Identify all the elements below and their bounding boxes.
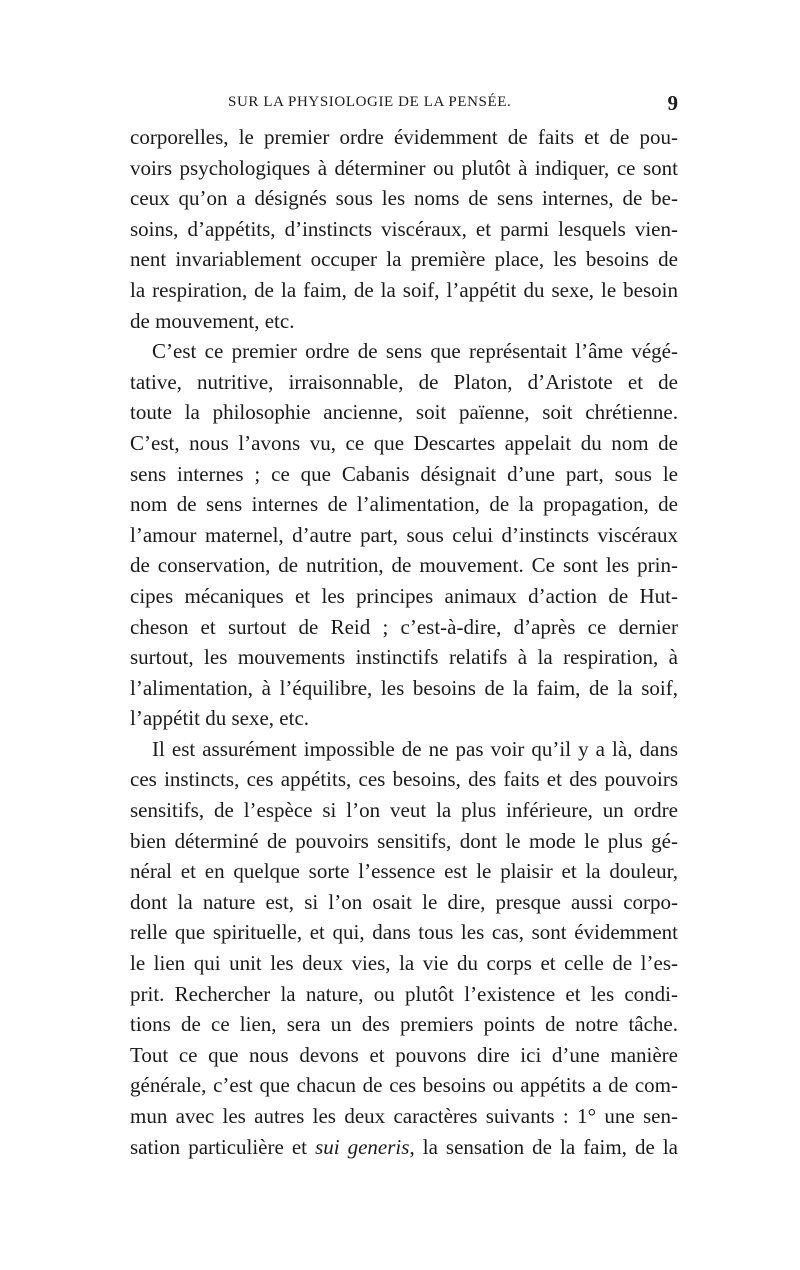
- text-segment: sation particulière et: [130, 1134, 308, 1159]
- text-line: nom de sens internes de l’alimentation, de la propagation, de: [130, 492, 678, 517]
- text-line: générale, c’est que chacun de ces besoins ou appétits a de com-: [130, 1073, 678, 1098]
- text-line: cipes mécaniques et les principes animaux d’action de Hut-: [130, 583, 678, 608]
- text-line: relle que spirituelle, et qui, dans tous les cas, sont évidemment: [130, 920, 678, 945]
- text-line: tions de ce lien, sera un des premiers points de notre tâche.: [130, 1012, 678, 1037]
- text-line: prit. Rechercher la nature, ou plutôt l’existence et les condi-: [130, 981, 678, 1006]
- page-number: 9: [667, 91, 678, 115]
- text-line: soins, d’appétits, d’instincts viscéraux, et parmi lesquels vien-: [130, 216, 678, 241]
- text-line: mun avec les autres les deux caractères suivants : 1° une sen-: [130, 1104, 678, 1128]
- text-line: tative, nutritive, irraisonnable, de Platon, d’Aristote et de: [130, 369, 678, 394]
- body-text: [130, 122, 678, 1162]
- text-line-mixed: [130, 1132, 678, 1163]
- text-line: surtout, les mouvements instinctifs relatifs à la respiration, à: [130, 645, 678, 670]
- running-title: SUR LA PHYSIOLOGIE DE LA PENSÉE.: [228, 94, 512, 110]
- text-line: l’alimentation, à l’équilibre, les besoins de la faim, de la soif,: [130, 675, 678, 700]
- text-line: cheson et surtout de Reid ; c’est-à-dire, d’après ce dernier: [130, 614, 678, 639]
- text-line: le lien qui unit les deux vies, la vie du corps et celle de l’es-: [130, 951, 678, 976]
- text-line: ces instincts, ces appétits, ces besoins, des faits et des pouvoirs: [130, 767, 678, 792]
- text-line: Il est assurément impossible de ne pas voir qu’il y a là, dans: [152, 736, 678, 761]
- text-line: la respiration, de la faim, de la soif, l’appétit du sexe, le besoin: [130, 277, 678, 302]
- text-line: voirs psychologiques à déterminer ou plutôt à indiquer, ce sont: [130, 155, 678, 180]
- text-line: nent invariablement occuper la première place, les besoins de: [130, 247, 678, 272]
- text-line: toute la philosophie ancienne, soit païenne, soit chrétienne.: [130, 400, 678, 425]
- text-line: corporelles, le premier ordre évidemment de faits et de pou-: [130, 125, 678, 149]
- text-line: C’est ce premier ordre de sens que représentait l’âme végé-: [152, 339, 678, 364]
- text-line: sensitifs, de l’espèce si l’on veut la plus inférieure, un ordre: [130, 798, 678, 823]
- text-line: Tout ce que nous devons et pouvons dire ici d’une manière: [130, 1042, 678, 1067]
- text-line: C’est, nous l’avons vu, ce que Descartes appelait du nom de: [130, 430, 678, 455]
- text-line: néral et en quelque sorte l’essence est le plaisir et la douleur,: [130, 859, 678, 884]
- latin-phrase: sui generis: [315, 1134, 410, 1159]
- text-line: dont la nature est, si l’on osait le dire, presque aussi corpo-: [130, 889, 678, 914]
- text-line: l’amour maternel, d’autre part, sous celui d’instincts viscéraux: [130, 522, 678, 547]
- text-line: de mouvement, etc.: [130, 308, 295, 333]
- text-line: bien déterminé de pouvoirs sensitifs, dont le mode le plus gé-: [130, 828, 678, 853]
- text-line: de conservation, de nutrition, de mouvement. Ce sont les prin-: [130, 553, 678, 578]
- text-line: ceux qu’on a désignés sous les noms de sens internes, de be-: [130, 186, 678, 211]
- text-segment: , la sensation de la faim, de la: [409, 1134, 678, 1159]
- text-line: sens internes ; ce que Cabanis désignait d’une part, sous le: [130, 461, 678, 486]
- running-head: [130, 91, 678, 118]
- text-line: l’appétit du sexe, etc.: [130, 706, 310, 731]
